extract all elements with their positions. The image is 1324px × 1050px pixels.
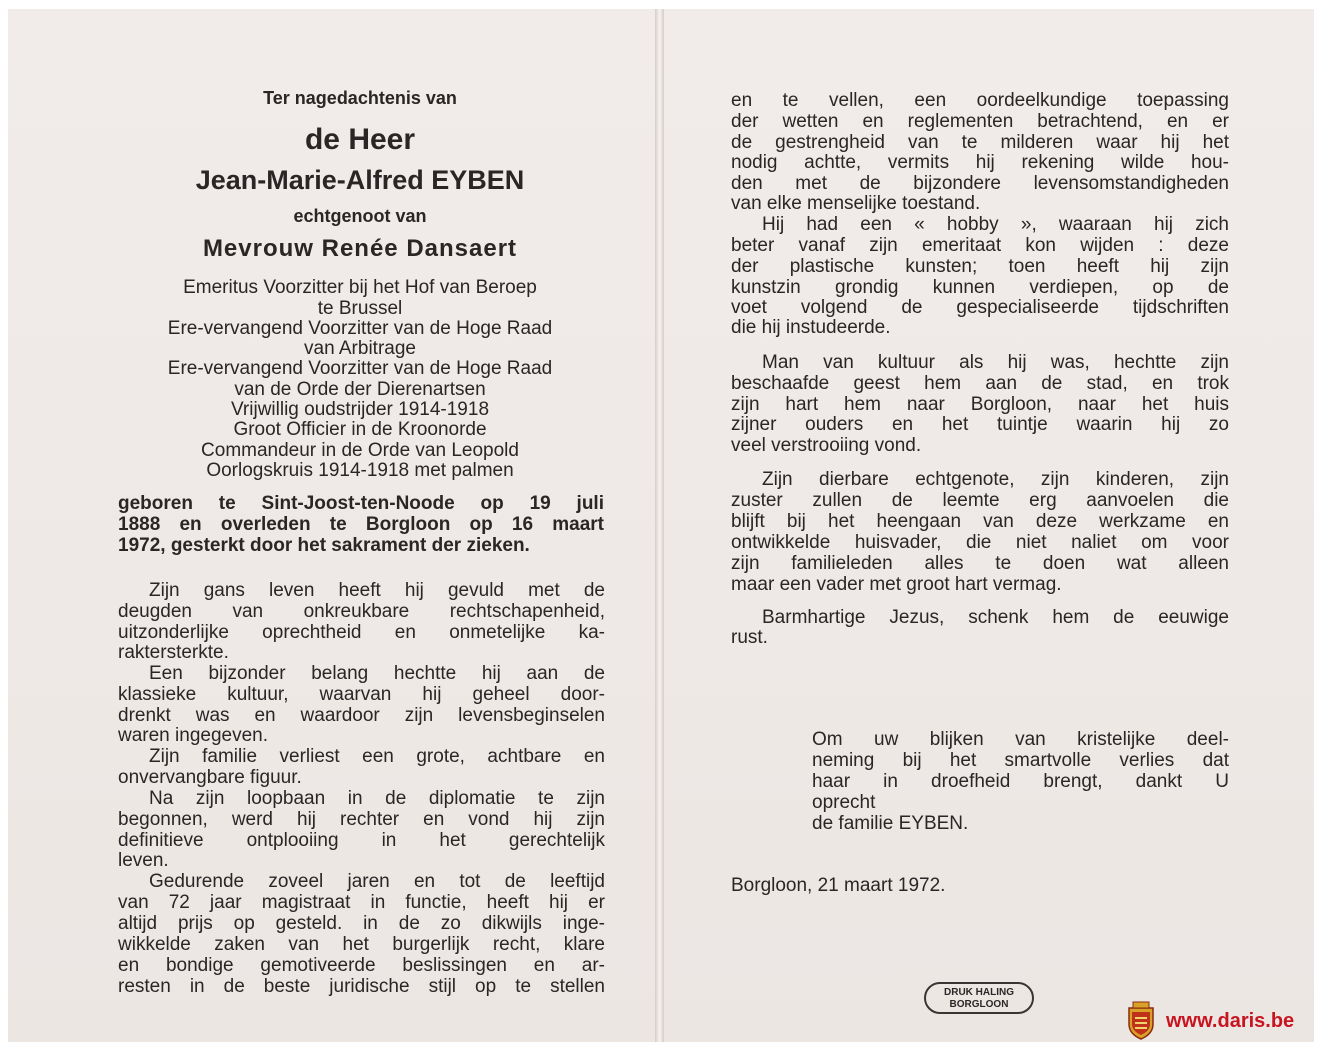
body-line: zijn hart hem naar Borgloon, naar het huis: [731, 394, 1229, 415]
body-line: Man van kultuur als hij was, hechtte zijn: [762, 352, 1229, 373]
body-line: zijner ouders en het tuintje waarin hij zo: [731, 414, 1229, 435]
body-line: Zijn familie verliest een grote, achtbare en: [149, 746, 605, 767]
title-line: Oorlogskruis 1914-1918 met palmen: [206, 460, 514, 481]
body-line: wikkelde zaken van het burgerlijk recht, klare: [118, 934, 605, 955]
body-line: begonnen, werd hij rechter en vond hij zijn: [118, 809, 605, 830]
birth-line: 1888 en overleden te Borgloon op 16 maart: [118, 514, 604, 535]
body-line: de gestrengheid van te milderen waar hij het: [731, 132, 1229, 153]
crest-icon: [1126, 1000, 1156, 1040]
title-line: Ere-vervangend Voorzitter van de Hoge Raad: [167, 358, 553, 379]
title-line: te Brussel: [317, 298, 403, 319]
body-line: deugden van onkreukbare rechtschapenheid,: [118, 601, 605, 622]
printer-name: DRUK HALING: [944, 987, 1014, 998]
deceased-name: Jean-Marie-Alfred EYBEN: [195, 165, 525, 195]
body-line: en te vellen, een oordeelkundige toepassing: [731, 90, 1229, 111]
body-line: Gedurende zoveel jaren en tot de leeftijd: [149, 871, 605, 892]
body-line: rust.: [731, 627, 768, 648]
body-line: maar een vader met groot hart vermag.: [731, 574, 1062, 595]
thanks-line: Om uw blijken van kristelijke deel-: [812, 729, 1229, 750]
body-line: onvervangbare figuur.: [118, 767, 302, 788]
body-line: resten in de beste juridische stijl op te stellen: [118, 976, 605, 997]
body-line: Een bijzonder belang hechtte hij aan de: [149, 663, 605, 684]
birth-line: 1972, gesterkt door het sakrament der zieken.: [118, 535, 530, 556]
body-line: altijd prijs op gesteld. in de zo dikwijls inge-: [118, 913, 605, 934]
body-line: kunstzin grondig kunnen verdiepen, op de: [731, 277, 1229, 298]
body-line: drenkt was en waardoor zijn levensbeginselen: [118, 705, 605, 726]
body-line: der wetten en reglementen betrachtend, en er: [731, 111, 1229, 132]
body-line: Zijn gans leven heeft hij gevuld met de: [149, 580, 605, 601]
body-line: leven.: [118, 850, 169, 871]
intro-text: Ter nagedachtenis van: [263, 88, 457, 108]
title-line: Ere-vervangend Voorzitter van de Hoge Raad: [167, 318, 553, 339]
body-line: van 72 jaar magistraat in functie, heeft hij er: [118, 892, 605, 913]
body-line: zijn familieleden alles te doen wat alleen: [731, 553, 1229, 574]
body-line: veel verstrooiing vond.: [731, 435, 922, 456]
body-line: zuster zullen de leemte erg aanvoelen die: [731, 490, 1229, 511]
title-line: van Arbitrage: [304, 338, 416, 359]
body-line: Barmhartige Jezus, schenk hem de eeuwige: [762, 607, 1229, 628]
body-line: ontwikkelde huisvader, die niet naliet om voor: [731, 532, 1229, 553]
body-line: van elke menselijke toestand.: [731, 193, 981, 214]
body-line: beschaafde geest hem aan de stad, en trok: [731, 373, 1229, 394]
body-line: die hij instudeerde.: [731, 317, 891, 338]
title-line: Commandeur in de Orde van Leopold: [201, 440, 519, 461]
spouse-name: Mevrouw Renée Dansaert: [202, 235, 518, 262]
body-line: Na zijn loopbaan in de diplomatie te zijn: [149, 788, 605, 809]
body-line: raktersterkte.: [118, 642, 229, 663]
thanks-line: neming bij het smartvolle verlies dat: [812, 750, 1229, 771]
body-line: Zijn dierbare echtgenote, zijn kinderen, zijn: [762, 469, 1229, 490]
spouse-intro: echtgenoot van: [293, 206, 427, 226]
thanks-line: de familie EYBEN.: [812, 813, 969, 834]
place-date: Borgloon, 21 maart 1972.: [731, 875, 946, 896]
body-line: voet volgend de gespecialiseerde tijdschriften: [731, 297, 1229, 318]
body-line: definitieve ontplooiing in het gerechtelijk: [118, 830, 605, 851]
body-line: uitzonderlijke oprechtheid en onmetelijke ka-: [118, 622, 605, 643]
body-line: den met de bijzondere levensomstandigheden: [731, 173, 1229, 194]
birth-line: geboren te Sint-Joost-ten-Noode op 19 juli: [118, 493, 604, 514]
card-fold: [656, 9, 663, 1042]
body-line: nodig achtte, vermits hij rekening wilde hou-: [731, 152, 1229, 173]
thanks-line: haar in droefheid brengt, dankt U: [812, 771, 1229, 792]
body-line: Hij had een « hobby », waaraan hij zich: [762, 214, 1229, 235]
printer-stamp: [924, 982, 1034, 1014]
printer-town: BORGLOON: [949, 999, 1009, 1010]
title-line: Groot Officier in de Kroonorde: [233, 419, 487, 440]
body-line: der plastische kunsten; toen heeft hij zijn: [731, 256, 1229, 277]
body-line: blijft bij het heengaan van deze werkzame en: [731, 511, 1229, 532]
body-line: en bondige gemotiveerde beslissingen en ar-: [118, 955, 605, 976]
watermark-url: www.daris.be: [1166, 1010, 1295, 1032]
body-line: waren ingegeven.: [118, 725, 268, 746]
honorific: de Heer: [304, 123, 416, 156]
title-line: van de Orde der Dierenartsen: [234, 379, 486, 400]
thanks-line: oprecht: [812, 792, 876, 813]
title-line: Emeritus Voorzitter bij het Hof van Beroep: [183, 277, 537, 298]
title-line: Vrijwillig oudstrijder 1914-1918: [230, 399, 490, 420]
body-line: beter vanaf zijn emeritaat kon wijden : deze: [731, 235, 1229, 256]
body-line: klassieke kultuur, waarvan hij geheel door-: [118, 684, 605, 705]
